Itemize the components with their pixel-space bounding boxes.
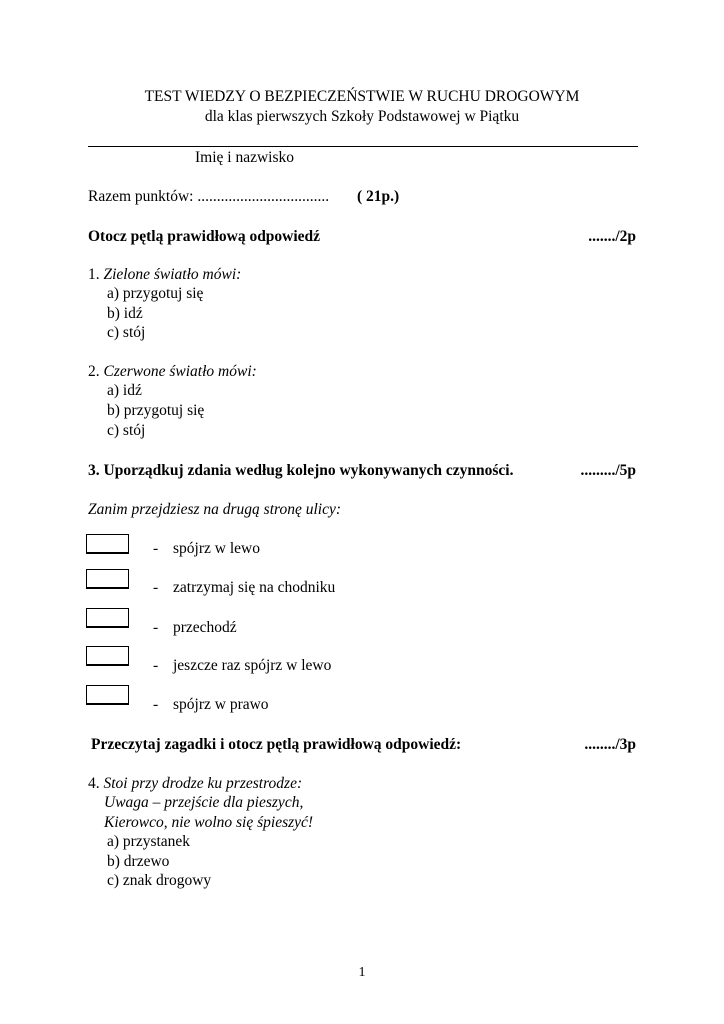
order-item-text: zatrzymaj się na chodniku: [173, 579, 336, 596]
order-input-box[interactable]: [86, 569, 129, 589]
q2-option-c[interactable]: c) stój: [107, 422, 146, 439]
item-dash: -: [153, 696, 159, 713]
page-number: 1: [358, 965, 366, 980]
order-input-box[interactable]: [86, 685, 129, 705]
page-subtitle: dla klas pierwszych Szkoły Podstawowej w Piątku: [204, 108, 520, 125]
question-number: 2.: [88, 363, 100, 380]
question-1: [88, 267, 241, 283]
q2-option-a[interactable]: a) idź: [107, 382, 142, 399]
item-dash: -: [153, 619, 159, 636]
q4-option-c[interactable]: c) znak drogowy: [107, 872, 212, 889]
name-label: Imię i nazwisko: [195, 149, 295, 166]
order-input-box[interactable]: [86, 608, 129, 628]
q1-option-b[interactable]: b) idź: [107, 305, 143, 322]
order-item-text: jeszcze raz spójrz w lewo: [173, 657, 332, 674]
question-4: [88, 776, 302, 792]
question-number: 4.: [88, 775, 100, 792]
q2-option-b[interactable]: b) przygotuj się: [107, 402, 205, 419]
points-label: Razem punktów: ..................................: [88, 188, 330, 205]
q1-option-a[interactable]: a) przygotuj się: [107, 285, 204, 302]
item-dash: -: [153, 579, 159, 596]
section3-lead: Zanim przejdziesz na drugą stronę ulicy:: [88, 501, 342, 518]
order-input-box[interactable]: [86, 534, 129, 554]
item-dash: -: [153, 540, 159, 557]
question-prompt: Zielone światło mówi:: [103, 266, 242, 283]
page-title: TEST WIEDZY O BEZPIECZEŃSTWIE W RUCHU DROGOWYM: [144, 88, 580, 105]
section1-score: ......./2p: [588, 228, 636, 245]
section4-instruction: Przeczytaj zagadki i otocz pętlą prawidłową odpowiedź:: [91, 736, 462, 753]
question-prompt: Czerwone światło mówi:: [103, 363, 257, 380]
question-number: 1.: [88, 266, 100, 283]
header-divider: [88, 146, 638, 147]
order-item-text: spójrz w lewo: [173, 540, 260, 557]
riddle-line: Uwaga – przejście dla pieszych,: [104, 794, 304, 811]
q4-option-b[interactable]: b) drzewo: [107, 853, 170, 870]
riddle-line: Kierowco, nie wolno się śpieszyć!: [104, 814, 314, 831]
item-dash: -: [153, 657, 159, 674]
points-total: ( 21p.): [357, 188, 400, 205]
question-2: [88, 364, 257, 380]
section4-score: ......../3p: [584, 736, 636, 753]
q4-option-a[interactable]: a) przystanek: [107, 833, 191, 850]
order-input-box[interactable]: [86, 646, 129, 666]
order-item-text: spójrz w prawo: [173, 696, 269, 713]
section1-instruction: Otocz pętlą prawidłową odpowiedź: [88, 228, 321, 245]
order-item-text: przechodź: [173, 619, 237, 636]
section3-instruction: 3. Uporządkuj zdania według kolejno wykonywanych czynności.: [88, 462, 514, 479]
riddle-line: Stoi przy drodze ku przestrodze:: [103, 775, 303, 792]
q1-option-c[interactable]: c) stój: [107, 324, 146, 341]
section3-score: ........./5p: [580, 462, 636, 479]
